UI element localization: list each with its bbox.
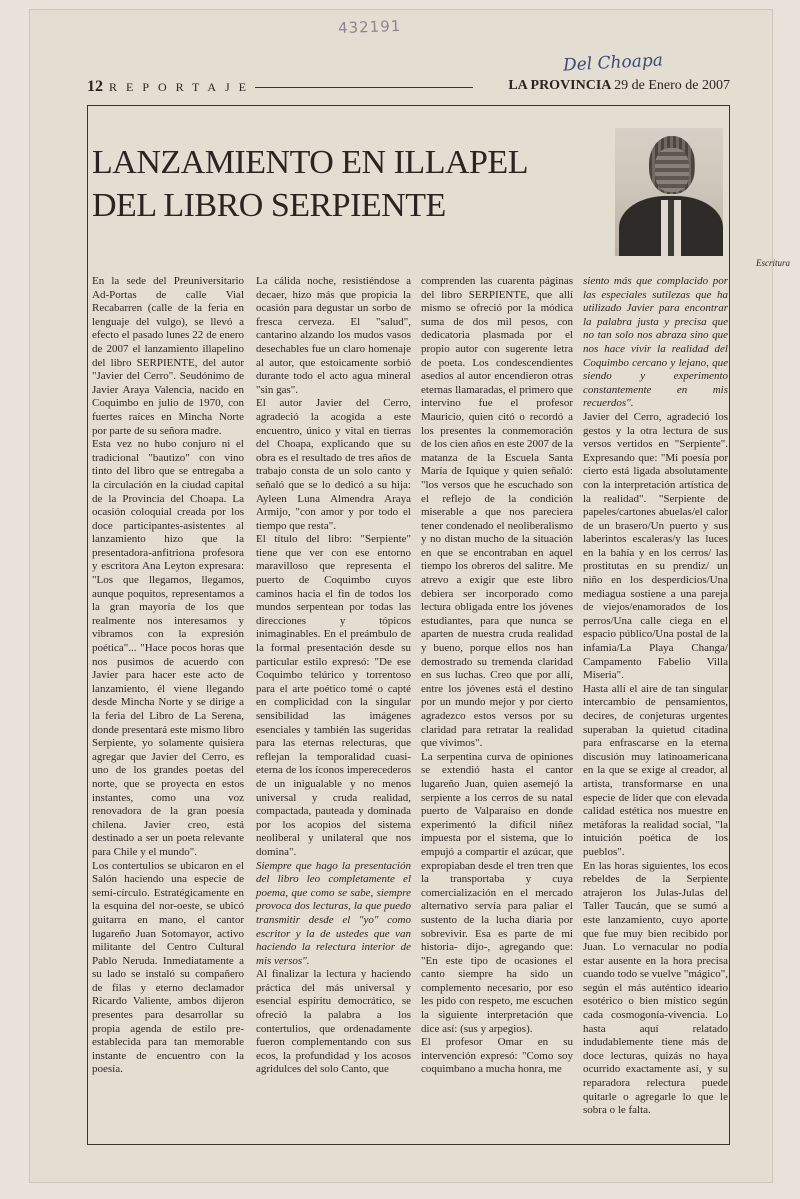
author-photo xyxy=(615,128,723,256)
paragraph: La cálida noche, resistiéndose a decaer, hizo más que propicia la ocasión para degustar un sorbo de fresca cerveza. El "salud", cantarino alzando los mudos vasos desechables fue un claro homenaje al autor, que estoicamente sorbió durante todo el acto agua mineral "sin gas". xyxy=(256,275,411,396)
page-number: 12 xyxy=(87,78,103,95)
paragraph: Javier del Cerro, agradeció los gestos y la otra lectura de sus versos vertidos en "Serpiente". Expresando que: "Mi poesía por cierto está ligada absolutamente con la interpretación artística de la realidad". "Serpiente de papeles/cartones abuelas/el calor de un brasero/Un puerto y sus laberintos escaleras/y las luces en la bahía y en los cerros/ las prostitutas en su prendiz/ un niño en los desperdicios/Una mediagua sostiene a una pareja de viejos/enamorados de los perros/Una calle ciega en el espacio público/Una postal de la infamia/La Playa Changa/ Campamento Fabelio Villa Miseria". xyxy=(583,410,728,682)
paragraph: El profesor Omar en su intervención expresó: "Como soy coquimbano a mucha honra, me xyxy=(421,1036,573,1076)
section-label: REPORTAJE xyxy=(109,80,255,94)
paragraph: Hasta allí el aire de tan singular intercambio de pensamientos, decires, de conjeturas urgentes superaban la quietud citadina para enfrascarse en la eterna discusión muy latinoamericana en la que se exige al creador, al artista, transformarse en una especie de líder que con elevada calidad estética nos muestre en metáforas la realidad social, "la intuición poética de los pueblos". xyxy=(583,682,728,858)
publication-line xyxy=(508,78,730,94)
article-column-3 xyxy=(421,275,573,1077)
page-header xyxy=(87,78,730,96)
photo-collar xyxy=(661,200,681,256)
paragraph: Al finalizar la lectura y haciendo práctica del más universal y esencial espíritu democrático, se ofreció la palabra a los contertulios, que ordenadamente fueron complementando con sus ecos, la profundidad y los acosos agridulces del solo Canto, que xyxy=(256,968,411,1076)
paragraph: En la sede del Preuniversitario Ad-Portas de calle Vial Recabarren (calle de la feria en lenguaje del vulgo), se llevó a efecto el pasado lunes 22 de enero de 2007 el lanzamiento illapelino del libro SERPIENTE, del autor "Javier del Cerro". Seudónimo de Javier Araya Valencia, nacido en Coquimbo en julio de 1970, con fuertes raíces en Mincha Norte por parte de su señora madre. xyxy=(92,275,244,437)
handwritten-source-note: Del Choapa xyxy=(562,50,664,76)
paragraph: Los contertulios se ubicaron en el Salón haciendo una especie de semi-círculo. Estratégicamente en la esquina del nor-oeste, se ubicó guitarra en mano, el cantor lugareño Juan Sotomayor, activo militante del Centro Cultural Pablo Neruda. Inmediatamente a su lado se instaló su compañero de filas y eterno declamador Ricardo Valiente, ambos dijeron presentes para desarrollar su propia agenda de estilo pre-establecida para tan memorable instante de encuentro con la poesía. xyxy=(92,859,244,1076)
article-column-2 xyxy=(256,275,411,1077)
paragraph: siento más que complacido por las especiales sutilezas que ha utilizado Javier para encontrar la palabra justa y precisa que no tan solo nos abraza sino que nos hace vivir la realidad del Coquimbo cercano y lejano, que siendo y experimento constantemente en mis recuerdos". xyxy=(583,275,728,410)
headline-line-2: DEL LIBRO SERPIENTE xyxy=(92,186,446,224)
pencil-archive-number: 432191 xyxy=(337,16,402,38)
paragraph: El título del libro: "Serpiente" tiene que ver con ese entorno maravilloso que representa el puerto de Coquimbo cuyos caminos hacia el fin de todos los mundos serpentean por todas las direcciones y tópicos inimaginables. En el preámbulo de la formal presentación desde su particular estilo expresó: "De ese Coquimbo telúrico y torrentoso para el arte poético tomé o capté en complicidad con la singular sensibilidad las imágenes esenciales y también las sugeridas para las eternas relecturas, que reflejan la temporalidad cuasi-eterna de los íconos imperecederos de un inigualable y no menos universal y cruda realidad, compactada, pauteada y dominada por los acopios del sistema neoliberal y unilateral que nos domina". xyxy=(256,533,411,858)
publication-name: LA PROVINCIA xyxy=(508,78,611,93)
paragraph: comprenden las cuarenta páginas del libro SERPIENTE, que allí mismo se ofreció por la módica suma de dos mil pesos, con dedicatoria plasmada por el propio autor con sugerente letra de poeta. Los condescendientes asedios al autor encendieron otras eternas llamaradas, el primero que intervino fue el profesor Mauricio, quien citó o recordó a los presentes la conmemoración de los cien años en este 2007 de la matanza de la Escuela Santa María de Iquique y quien señaló: "los versos que he escuchado son el reflejo de la condición miserable a que nos pareciera tener condenado el neoliberalismo y no distan mucho de la situación en que se encontraban en aquel tiempo los obreros del salitre. Me atrevo a exigir que este libro debiera ser incorporado como lectura obligada entre los jóvenes estudiantes, para que nunca se aparten de nuestra cruda realidad y bueno, porque ellos nos han demostrado su tremenda claridad en sus luchas. Creo que por allí, entre los jóvenes está el destino por un mundo mejor y por cierto agradezco estos versos por su claridad para retratar la realidad que vivimos". xyxy=(421,275,573,750)
paragraph: El autor Javier del Cerro, agradeció la acogida a este encuentro, único y vital en tierras del Choapa, explicando que su obra es el resultado de tres años de trabajo consta de un solo canto y señaló que se lo dedicó a su hija: Ayleen Luna Almendra Araya Armijo, "con amor y por todo el tiempo que resta". xyxy=(256,397,411,532)
article-headline xyxy=(92,141,592,227)
paragraph: Siempre que hago la presentación del libro leo completamente el poema, que como se sabe, siempre provoca dos lecturas, la que puedo transmitir desde el "yo" como escritor y la de ustedes que van haciendo la relectura interior de mis versos". xyxy=(256,859,411,967)
paragraph: Esta vez no hubo conjuro ni el tradicional "bautizo" con vino tinto del libro que se entregaba a la circulación en la ciudad capital de la Provincia del Choapa. La ocasión coloquial creada por los doce participantes-asistentes al lanzamiento hizo que la presentadora-anfitriona profesora y escritora Ana Leyton expresara: "Los que llegamos, llegamos, aunque poquitos, representamos a la gran mayoría de los que realmente nos interesamos y vibramos con la expresión poética"... "Hace pocos horas que nos pusimos de acuerdo con Javier para hacer este acto de lanzamiento, él viene llegando desde Mincha Norte y se dirige a la feria del Libro de La Serena, donde presentará este mismo libro Serpiente, yo solamente quisiera agregar que Javier del Cerro, es uno de los grandes poetas del norte, que se proyecta en estos instantes, como una voz renovadora de la gran poesía chilena. Javier creo, está destinado a ser un poeta relevante para Chile y el mundo". xyxy=(92,438,244,858)
headline-line-1: LANZAMIENTO EN ILLAPEL xyxy=(92,143,528,181)
paragraph: En las horas siguientes, los ecos rebeldes de la Serpiente atrajeron los Julas-Julas del Taller Taucán, que se sumó a este lanzamiento, cuyo aporte que fue muy bien recibido por Juan. Lo vernacular no podía estar ausente en la hora precisa cuando todo se vuelve "mágico", según el más auténtico ideario esotérico o bien místico según cada cosmogonía-vivencia. Lo hasta aquí relatado indudablemente tiene más de doce lecturas, quizás no haya ocurrido exactamente así, y su reparadora relectura puede quitarle o agregarle lo que le sobra o le falta. xyxy=(583,859,728,1117)
article-column-4 xyxy=(583,275,728,1118)
publication-date: 29 de Enero de 2007 xyxy=(614,78,730,93)
header-rule xyxy=(255,87,473,88)
photo-face xyxy=(655,148,689,192)
article-column-1 xyxy=(92,275,244,1077)
photo-caption: Escritura xyxy=(755,258,790,268)
paragraph: La serpentina curva de opiniones se extendió hasta el cantor lugareño Juan, quien asemejó la serpiente a los cerros de su natal puerto de Valparaíso en donde experimentó la difícil niñez impuesta por el sistema, que lo empujó a compartir el azúcar, que expropiaban desde el tren tren que la transportaba y cuya comercialización en el mercado alternativo servía para paliar el sustento de la lucha diaria por sobrevivir. Esa es parte de mi historia- dijo-, agregando que: "En este tipo de ocasiones el canto siempre ha sido un complemento necesario, por eso les pido con respeto, me escuchen la siguiente interpretación que dice así: (sus y arpegios). xyxy=(421,750,573,1035)
